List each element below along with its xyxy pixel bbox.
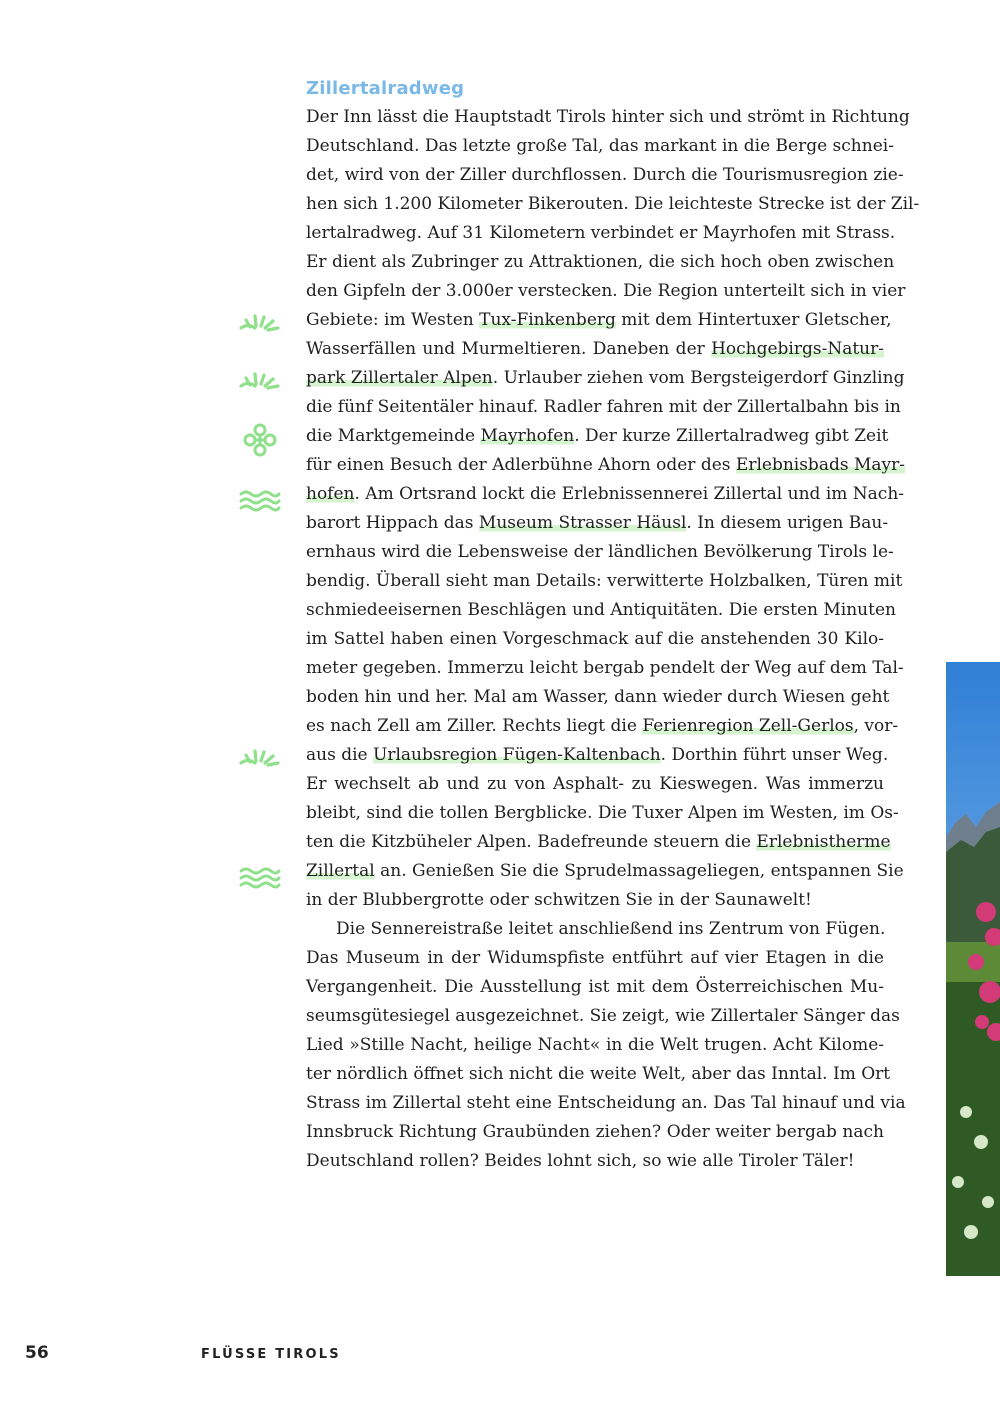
- text-segment: . Urlauber ziehen vom Bergsteigerdorf Ginzling: [492, 368, 905, 388]
- text-segment: Innsbruck Richtung Graubünden ziehen? Oder weiter bergab nach: [306, 1122, 884, 1142]
- text-segment: Strass im Zillertal steht eine Entscheidung an. Das Tal hinauf und via: [306, 1093, 906, 1113]
- sun-rays-icon: [238, 366, 282, 396]
- text-segment: seumsgütesiegel ausgezeichnet. Sie zeigt, wie Zillertaler Sänger das: [306, 1006, 900, 1026]
- text-segment: bendig. Überall sieht man Details: verwitterte Holzbalken, Türen mit: [306, 571, 903, 591]
- water-waves-icon: [238, 486, 282, 516]
- text-line: [306, 1147, 884, 1176]
- text-line: [306, 1089, 906, 1118]
- highlighted-place-name: Zillertal: [306, 861, 375, 881]
- text-segment: für einen Besuch der Adlerbühne Ahorn oder des: [306, 455, 736, 475]
- text-segment: aus die: [306, 745, 373, 765]
- text-line: [306, 306, 892, 335]
- text-segment: ter nördlich öffnet sich nicht die weite Welt, aber das Inntal. Im Ort: [306, 1064, 891, 1084]
- section-heading: Zillertalradweg: [306, 78, 465, 99]
- text-segment: , vor-: [853, 716, 899, 736]
- text-segment: barort Hippach das: [306, 513, 479, 533]
- highlighted-place-name: Erlebnisbads Mayr-: [735, 455, 905, 475]
- highlighted-place-name: Mayrhofen: [480, 426, 575, 446]
- text-line: [306, 712, 899, 741]
- text-segment: Die Sennereistraße leitet anschließend ins Zentrum von Fügen.: [336, 919, 886, 939]
- text-segment: Er dient als Zubringer zu Attraktionen, die sich hoch oben zwischen: [306, 252, 895, 272]
- text-line: [306, 335, 884, 364]
- text-line: [306, 393, 901, 422]
- body-text: [306, 103, 920, 1176]
- text-line: [306, 422, 889, 451]
- text-line: [306, 1060, 891, 1089]
- sun-rays-icon: [238, 308, 282, 338]
- text-segment: . Dorthin führt unser Weg.: [660, 745, 889, 765]
- text-segment: Deutschland rollen? Beides lohnt sich, so wie alle Tiroler Täler!: [306, 1151, 855, 1171]
- text-line: [306, 248, 895, 277]
- text-line: [306, 799, 899, 828]
- highlighted-place-name: Urlaubsregion Fügen-Kaltenbach: [373, 745, 661, 765]
- highlighted-place-name: Erlebnistherme: [756, 832, 891, 852]
- text-segment: den Gipfeln der 3.000er verstecken. Die Region unterteilt sich in vier: [306, 281, 906, 301]
- text-segment: in der Blubbergrotte oder schwitzen Sie in der Saunawelt!: [306, 890, 812, 910]
- highlighted-place-name: Museum Strasser Häusl: [478, 513, 687, 533]
- highlighted-place-name: Hochgebirgs-Natur-: [711, 339, 884, 359]
- text-segment: det, wird von der Ziller durchflossen. Durch die Tourismusregion zie-: [306, 165, 904, 185]
- text-segment: mit dem Hintertuxer Gletscher,: [615, 310, 892, 330]
- text-segment: Lied »Stille Nacht, heilige Nacht« in die Welt trugen. Acht Kilome-: [306, 1035, 884, 1055]
- text-line: [306, 915, 884, 944]
- text-line: [306, 509, 889, 538]
- text-line: [306, 944, 884, 973]
- text-line: [306, 277, 906, 306]
- text-segment: ten die Kitzbüheler Alpen. Badefreunde steuern die: [306, 832, 757, 852]
- text-line: [306, 103, 910, 132]
- text-segment: Das Museum in der Widumspfiste entführt auf vier Etagen in die: [306, 948, 884, 968]
- text-line: [306, 973, 884, 1002]
- highlighted-place-name: Tux-Finkenberg: [479, 310, 616, 330]
- text-line: [306, 683, 890, 712]
- text-line: [306, 857, 904, 886]
- text-segment: Er wechselt ab und zu von Asphalt- zu Kieswegen. Was immerzu: [306, 774, 884, 794]
- text-segment: . Am Ortsrand lockt die Erlebnissennerei Zillertal und im Nach-: [354, 484, 905, 504]
- text-segment: lertalradweg. Auf 31 Kilometern verbindet er Mayrhofen mit Strass.: [306, 223, 896, 243]
- text-line: [306, 886, 884, 915]
- sun-rays-icon: [238, 743, 282, 773]
- text-segment: boden hin und her. Mal am Wasser, dann wieder durch Wiesen geht: [306, 687, 890, 707]
- text-line: [306, 770, 884, 799]
- text-segment: Gebiete: im Westen: [306, 310, 480, 330]
- text-line: [306, 828, 891, 857]
- highlighted-place-name: park Zillertaler Alpen: [306, 368, 493, 388]
- text-segment: . In diesem urigen Bau-: [686, 513, 889, 533]
- text-segment: meter gegeben. Immerzu leicht bergab pendelt der Weg auf dem Tal-: [306, 658, 904, 678]
- text-line: [306, 480, 905, 509]
- text-line: [306, 161, 904, 190]
- text-segment: ernhaus wird die Lebensweise der ländlichen Bevölkerung Tirols le-: [306, 542, 894, 562]
- highlighted-place-name: Ferienregion Zell-Gerlos: [642, 716, 854, 736]
- text-segment: Der Inn lässt die Hauptstadt Tirols hinter sich und strömt in Richtung: [306, 107, 910, 127]
- text-line: [306, 625, 884, 654]
- text-line: [306, 1002, 900, 1031]
- text-line: [306, 1118, 884, 1147]
- landscape-photo: [946, 662, 1000, 1276]
- text-line: [306, 596, 896, 625]
- text-segment: Wasserfällen und Murmeltieren. Daneben der: [306, 339, 712, 359]
- text-line: [306, 654, 904, 683]
- text-line: [306, 1031, 884, 1060]
- text-segment: Deutschland. Das letzte große Tal, das markant in die Berge schnei-: [306, 136, 894, 156]
- text-segment: es nach Zell am Ziller. Rechts liegt die: [306, 716, 643, 736]
- text-segment: schmiedeeisernen Beschlägen und Antiquitäten. Die ersten Minuten: [306, 600, 896, 620]
- text-segment: an. Genießen Sie die Sprudelmassageliegen, entspannen Sie: [374, 861, 904, 881]
- text-line: [306, 364, 905, 393]
- text-line: [306, 741, 889, 770]
- text-segment: . Der kurze Zillertalradweg gibt Zeit: [574, 426, 889, 446]
- text-line: [306, 451, 905, 480]
- running-title: FLÜSSE TIROLS: [201, 1347, 341, 1362]
- water-waves-icon: [238, 863, 282, 893]
- text-line: [306, 190, 920, 219]
- text-segment: Vergangenheit. Die Ausstellung ist mit dem Österreichischen Mu-: [306, 977, 884, 997]
- text-line: [306, 538, 894, 567]
- text-line: [306, 219, 896, 248]
- page-number: 56: [25, 1343, 49, 1363]
- text-segment: hen sich 1.200 Kilometer Bikerouten. Die leichteste Strecke ist der Zil-: [306, 194, 920, 214]
- text-segment: im Sattel haben einen Vorgeschmack auf die anstehenden 30 Kilo-: [306, 629, 884, 649]
- text-segment: die Marktgemeinde: [306, 426, 481, 446]
- text-line: [306, 567, 903, 596]
- knot-icon: [238, 422, 282, 458]
- text-segment: die fünf Seitentäler hinauf. Radler fahren mit der Zillertalbahn bis in: [306, 397, 901, 417]
- highlighted-place-name: hofen: [306, 484, 355, 504]
- text-line: [306, 132, 894, 161]
- text-segment: bleibt, sind die tollen Bergblicke. Die Tuxer Alpen im Westen, im Os-: [306, 803, 899, 823]
